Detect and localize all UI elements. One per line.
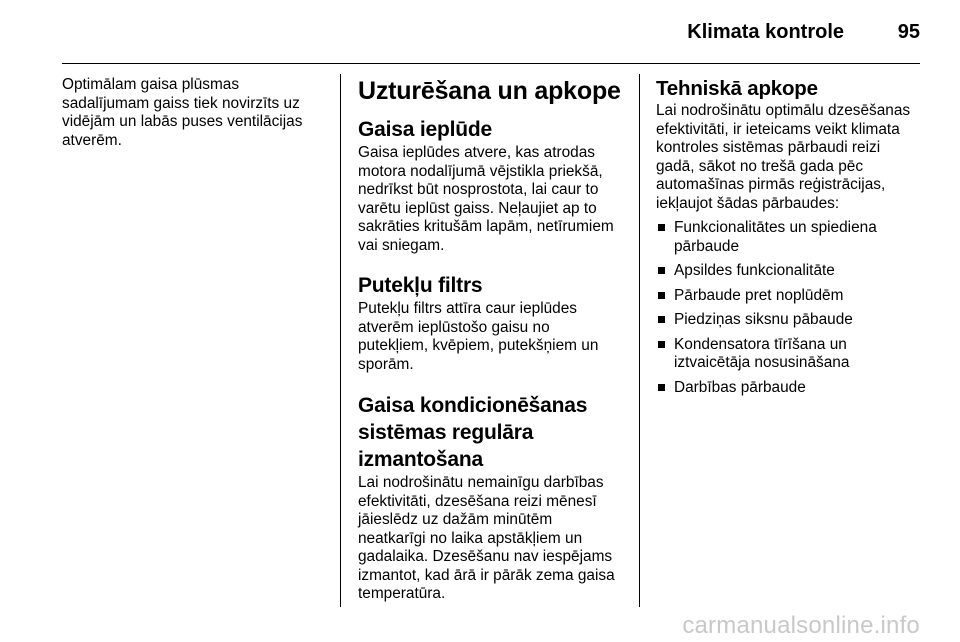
- column-left: [62, 76, 328, 150]
- watermark: carmanualsonline.info: [682, 612, 920, 639]
- paragraph-technical-service: Lai nodrošinātu optimālu dzesēšanas efektivitāti, ir ieteicams veikt klimata kontroles sistēmas pārbaudi reizi gadā, sākot no trešā gada pēc automašīnas pirmās reģistrācijas, iekļaujot šādas pārbaudes:: [656, 102, 911, 212]
- list-item: Kondensatora tīrīšana un iztvaicētāja nosusināšana: [656, 336, 922, 373]
- heading-pollen-filter: Putekļu filtrs: [358, 274, 483, 297]
- header-divider: [62, 63, 920, 64]
- paragraph-ac-regular-use: Lai nodrošinātu nemainīgu darbības efektivitāti, dzesēšana reizi mēnesī jāieslēdz uz dažām minūtēm neatkarīgi no laika apstākļiem un gadalaika. Dzesēšanu nav iespējams izmantot, kad ārā ir pārāk zema gaisa temperatūra.: [358, 474, 615, 602]
- header-title: Klimata kontrole: [687, 21, 844, 43]
- list-item: Piedziņas siksnu pābaude: [656, 311, 922, 330]
- list-item: Darbības pārbaude: [656, 379, 922, 398]
- bullet-square-icon: [658, 384, 665, 391]
- column-divider-right: [639, 74, 640, 607]
- paragraph-air-intake: Gaisa ieplūdes atvere, kas atrodas motora nodalījumā vējstikla priekšā, nedrīkst būt nosprostota, lai caur to varētu ieplūst gaiss. Neļaujiet ap to sakrāties kritušām lapām, netīrumiem vai sniegam.: [358, 144, 614, 254]
- list-item: Apsildes funkcionalitāte: [656, 262, 922, 281]
- bullet-square-icon: [658, 292, 665, 299]
- heading-ac-regular-use: Gaisa kondicionēšanas sistēmas regulāra izmantošana: [358, 394, 588, 471]
- bullet-square-icon: [658, 341, 665, 348]
- section-heading-maintenance: Uzturēšana un apkope: [358, 77, 621, 105]
- heading-air-intake: Gaisa ieplūde: [358, 118, 492, 141]
- bullet-square-icon: [658, 316, 665, 323]
- column-right: [656, 76, 922, 397]
- intro-paragraph: Optimālam gaisa plūsmas sadalījumam gaiss tiek novirzīts uz vidējām un labās puses ventilācijas atverēm.: [62, 76, 303, 149]
- list-item: Funkcionalitātes un spiediena pārbaude: [656, 219, 922, 256]
- list-item: Pārbaude pret noplūdēm: [656, 287, 922, 306]
- bullet-square-icon: [658, 224, 665, 231]
- column-middle: [358, 76, 623, 604]
- column-divider-left: [340, 74, 341, 607]
- heading-technical-service: Tehniskā apkope: [656, 77, 818, 100]
- paragraph-pollen-filter: Putekļu filtrs attīra caur ieplūdes atverēm ieplūstošo gaisu no putekļiem, kvēpiem, putekšņiem un sporām.: [358, 300, 599, 373]
- checklist: [656, 219, 922, 397]
- bullet-square-icon: [658, 267, 665, 274]
- page-number: 95: [897, 21, 920, 43]
